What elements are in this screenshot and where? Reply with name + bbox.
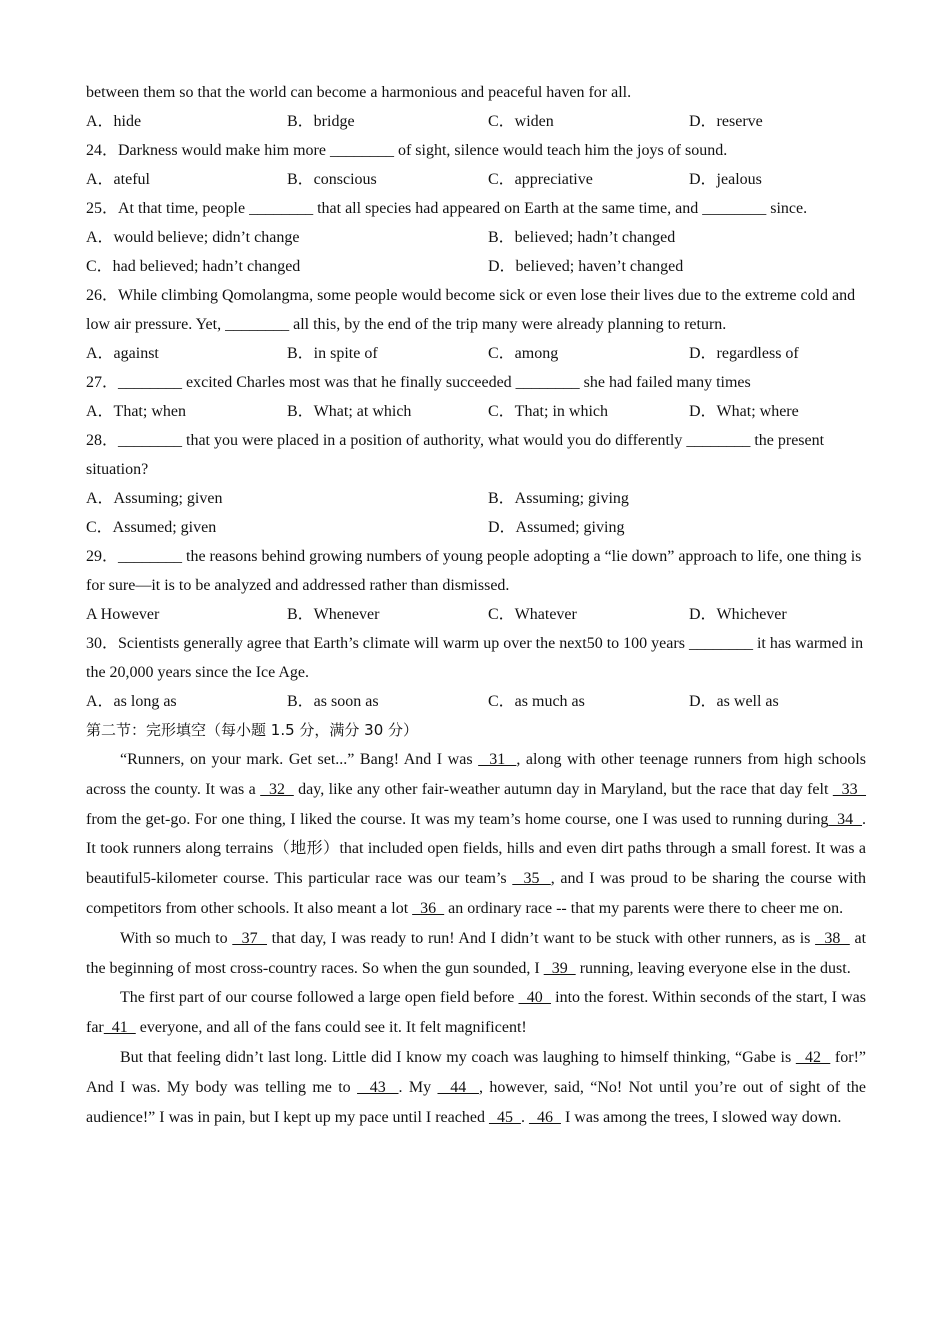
- option: C．among: [488, 345, 559, 362]
- passage-text: But that feeling didn’t last long. Little did I know my coach was laughing to himself thinking, “Gabe is: [120, 1048, 796, 1066]
- passage-paragraph: [86, 1043, 866, 1132]
- cloze-blank: 37: [232, 929, 267, 947]
- question-stem: 29．________ the reasons behind growing numbers of young people adopting a “lie down” approach to life, one thing is for sure—it is to be analyzed and addressed rather than dismissed.: [86, 548, 862, 594]
- option: C．Assumed; given: [86, 519, 217, 536]
- passage-text: day, like any other fair-weather autumn day in Maryland, but the race that day felt: [293, 780, 833, 798]
- option: C．appreciative: [488, 171, 593, 188]
- option: D．jealous: [689, 171, 762, 188]
- option: C．widen: [488, 113, 554, 130]
- question-stem: 28．________ that you were placed in a position of authority, what would you do differently ________ the present situation?: [86, 432, 825, 478]
- passage-text: , and I was proud to be sharing the course with competitors from other schools. It also meant a lot: [86, 870, 867, 917]
- q23-options: [86, 107, 866, 136]
- passage-text: at the beginning of most cross-country races. So when the gun sounded, I: [86, 929, 867, 977]
- passage-text: “Runners, on your mark. Get set...” Bang! And I was: [120, 751, 479, 768]
- passage-text: for!” And I was. My body was telling me to: [86, 1048, 867, 1096]
- option: A．would believe; didn’t change: [86, 229, 300, 246]
- passage-text: , however, said, “No! Not until you’re out of sight of the audience!” I was in pain, but I kept up my pace until I reached: [86, 1078, 867, 1126]
- option: B．Assuming; giving: [488, 490, 629, 507]
- cloze-blank: 42: [795, 1048, 831, 1066]
- option: A．Assuming; given: [86, 490, 223, 507]
- option: D．What; where: [689, 403, 799, 420]
- passage-text: running, leaving everyone else in the dust.: [575, 959, 851, 977]
- option: B．Whenever: [287, 606, 380, 623]
- question-options: [86, 600, 866, 629]
- passage-text: The first part of our course followed a large open field before: [120, 989, 519, 1007]
- passage-text: everyone, and all of the fans could see it. It felt magnificent!: [135, 1019, 527, 1037]
- option: D．believed; haven’t changed: [488, 258, 684, 275]
- option: D．Assumed; giving: [488, 519, 625, 536]
- cloze-blank: 43: [357, 1078, 399, 1096]
- question-options: [86, 687, 866, 716]
- question-stem: 25．At that time, people ________ that all species had appeared on Earth at the same time, and ________ since.: [86, 200, 808, 217]
- passage-paragraph: [86, 924, 866, 984]
- option: A．That; when: [86, 403, 186, 420]
- option: D．regardless of: [689, 345, 799, 362]
- section-title: 第二节：完形填空（每小题 1.5 分，满分 30 分）: [86, 721, 419, 739]
- passage-text: .: [520, 1108, 529, 1126]
- option: B．What; at which: [287, 403, 412, 420]
- option: C．as much as: [488, 693, 585, 710]
- passage-text: into the forest. Within seconds of the start, I was far: [86, 989, 867, 1037]
- cloze-blank: 35: [512, 870, 551, 888]
- passage-text: . My: [398, 1078, 438, 1096]
- passage-text: from the get-go. For one thing, I liked the course. It was my team’s home course, one I was used to running during: [86, 810, 829, 828]
- cloze-blank: 36: [412, 899, 445, 917]
- option: A．against: [86, 345, 159, 362]
- lead-line: between them so that the world can become a harmonious and peaceful haven for all.: [86, 84, 632, 101]
- question-options: [86, 165, 866, 194]
- question-options: [86, 397, 866, 426]
- passage-text: that day, I was ready to run! And I didn’t want to be stuck with other runners, as is: [267, 929, 816, 947]
- question-stem: 26．While climbing Qomolangma, some people would become sick or even lose their lives due to the extreme cold and low air pressure. Yet, ________ all this, by the end of the trip many were already planning to return.: [86, 287, 856, 333]
- question-options: [86, 339, 866, 368]
- question-options: [86, 484, 866, 513]
- question-options: [86, 513, 866, 542]
- question-options: [86, 252, 866, 281]
- passage-paragraph: [86, 745, 866, 924]
- option: A However: [86, 606, 160, 623]
- option: A．hide: [86, 113, 142, 130]
- option: D．reserve: [689, 113, 763, 130]
- option: C．Whatever: [488, 606, 577, 623]
- question-stem: 24．Darkness would make him more ________ of sight, silence would teach him the joys of sound.: [86, 142, 728, 159]
- cloze-blank: 34: [828, 810, 863, 828]
- cloze-blank: 40: [518, 989, 552, 1007]
- option: A．ateful: [86, 171, 150, 188]
- option: C．That; in which: [488, 403, 608, 420]
- option: B．conscious: [287, 171, 377, 188]
- cloze-blank: 44: [437, 1078, 479, 1096]
- cloze-blank: 39: [543, 959, 576, 977]
- passage-text: I was among the trees, I slowed way down.: [560, 1108, 842, 1126]
- option: A．as long as: [86, 693, 177, 710]
- cloze-blank: 45: [488, 1108, 521, 1126]
- passage-text: an ordinary race -- that my parents were there to cheer me on.: [444, 899, 844, 917]
- passage-text: , along with other teenage runners from high schools across the county. It was a: [86, 751, 867, 798]
- cloze-passage: [86, 745, 866, 1132]
- cloze-blank: 46: [528, 1108, 561, 1126]
- option: B．in spite of: [287, 345, 378, 362]
- option: D．Whichever: [689, 606, 787, 623]
- question-stem: 30．Scientists generally agree that Earth’s climate will warm up over the next50 to 100 years ________ it has warmed in the 20,000 years since the Ice Age.: [86, 635, 864, 681]
- cloze-blank: 33: [832, 780, 867, 798]
- cloze-blank: 38: [815, 929, 850, 947]
- cloze-blank: 31: [478, 751, 517, 768]
- option: B．bridge: [287, 113, 355, 130]
- option: B．as soon as: [287, 693, 379, 710]
- cloze-blank: 41: [103, 1019, 136, 1037]
- passage-text: . It took runners along terrains（地形）that included open fields, hills and even dirt paths through a small forest. It was a beautiful5-kilometer course. This particular race was our team’s: [86, 810, 867, 888]
- passage-text: With so much to: [120, 929, 233, 947]
- passage-paragraph: [86, 983, 866, 1043]
- option: C．had believed; hadn’t changed: [86, 258, 301, 275]
- option: D．as well as: [689, 693, 779, 710]
- cloze-blank: 32: [260, 780, 294, 798]
- option: B．believed; hadn’t changed: [488, 229, 676, 246]
- question-stem: 27．________ excited Charles most was that he finally succeeded ________ she had failed many times: [86, 374, 751, 391]
- question-options: [86, 223, 866, 252]
- exam-page: [86, 78, 866, 1132]
